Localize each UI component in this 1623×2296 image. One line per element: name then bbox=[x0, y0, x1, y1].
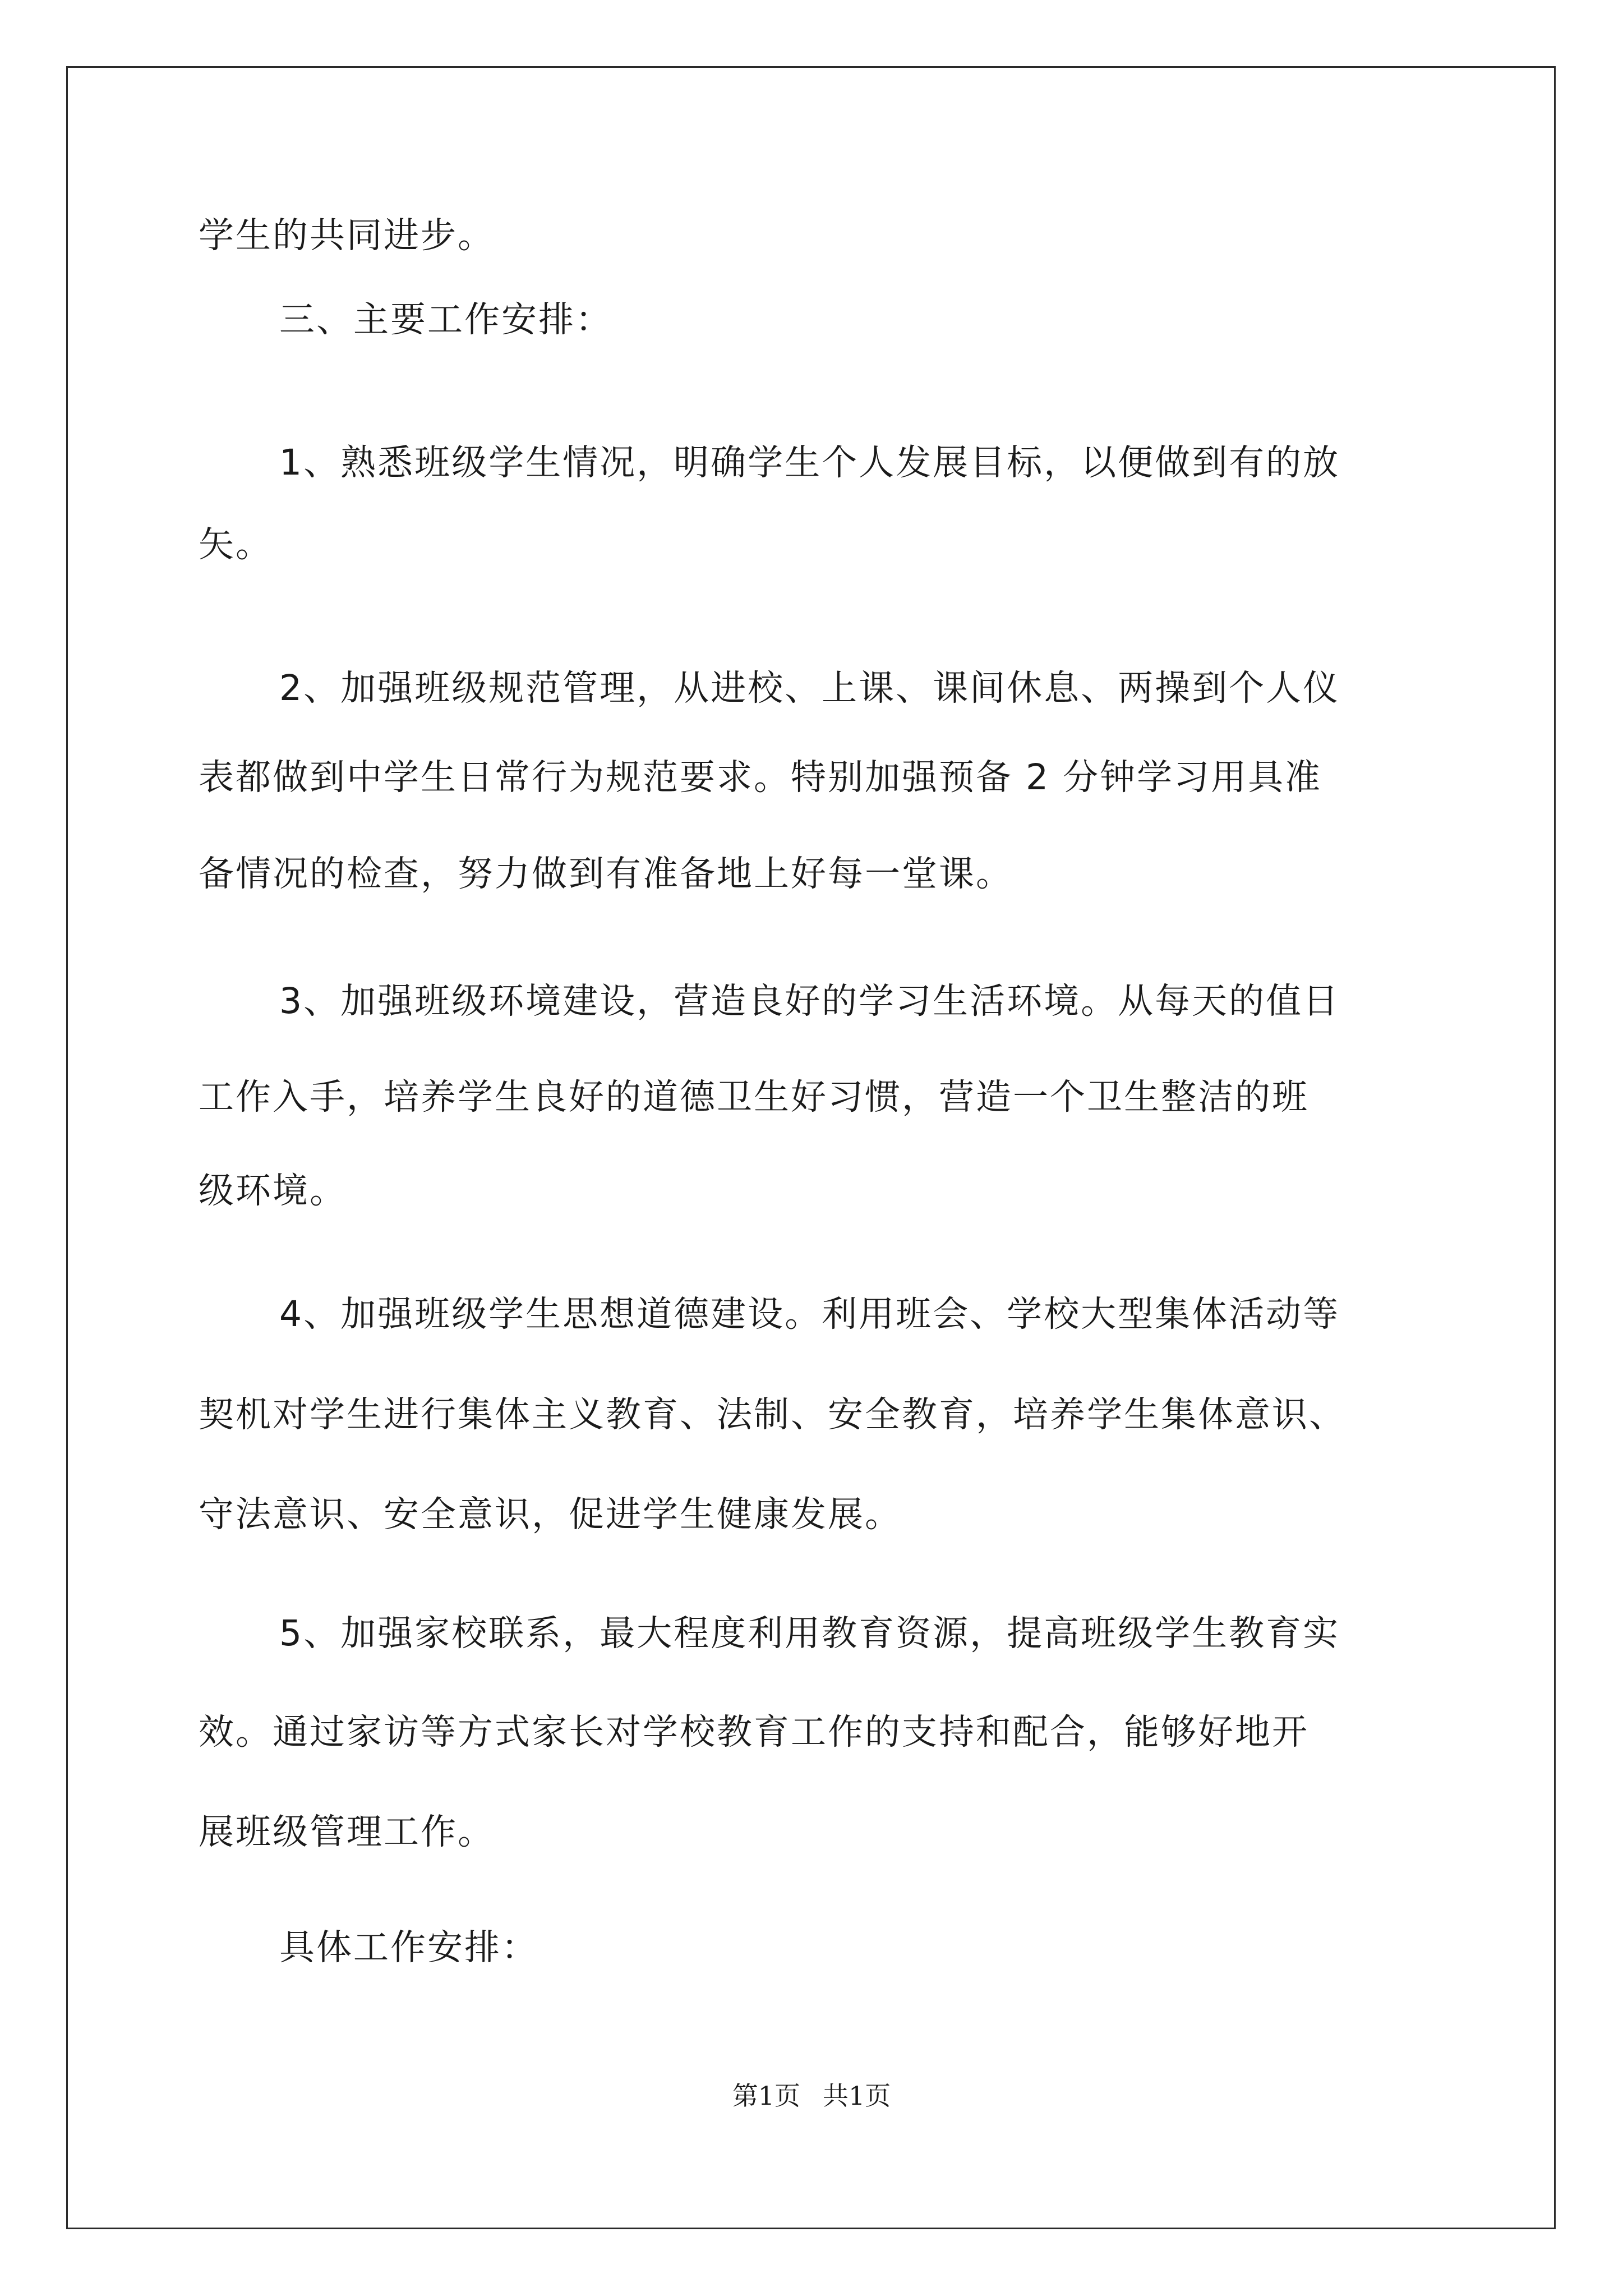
text-line: 表都做到中学生日常行为规范要求。特别加强预备 2 分钟学习用具准 bbox=[199, 757, 1322, 798]
list-item: 2、加强班级规范管理，从进校、上课、课间休息、两操到个人仪 bbox=[279, 668, 1340, 708]
text-line: 契机对学生进行集体主义教育、法制、安全教育，培养学生集体意识、 bbox=[199, 1394, 1346, 1435]
text-line: 守法意识、安全意识，促进学生健康发展。 bbox=[199, 1494, 902, 1535]
list-item: 1、熟悉班级学生情况，明确学生个人发展目标，以便做到有的放 bbox=[279, 442, 1340, 483]
page-border bbox=[66, 66, 1556, 2229]
page-footer bbox=[0, 2079, 1623, 2113]
text-line: 级环境。 bbox=[199, 1170, 347, 1211]
text-line: 展班级管理工作。 bbox=[199, 1811, 495, 1852]
section-heading: 具体工作安排： bbox=[279, 1927, 538, 1968]
text-line: 学生的共同进步。 bbox=[199, 215, 495, 256]
text-line: 备情况的检查，努力做到有准备地上好每一堂课。 bbox=[199, 853, 1013, 894]
list-item: 5、加强家校联系，最大程度利用教育资源，提高班级学生教育实 bbox=[279, 1613, 1340, 1654]
page-number-current: 第1页 bbox=[732, 2081, 800, 2111]
list-item: 4、加强班级学生思想道德建设。利用班会、学校大型集体活动等 bbox=[279, 1294, 1340, 1335]
list-item: 3、加强班级环境建设，营造良好的学习生活环境。从每天的值日 bbox=[279, 981, 1340, 1022]
text-line: 效。通过家访等方式家长对学校教育工作的支持和配合，能够好地开 bbox=[199, 1711, 1309, 1752]
section-heading: 三、主要工作安排： bbox=[279, 299, 612, 340]
page-number-total: 共1页 bbox=[823, 2081, 891, 2111]
text-line: 工作入手，培养学生良好的道德卫生好习惯，营造一个卫生整洁的班 bbox=[199, 1076, 1309, 1117]
text-line: 矢。 bbox=[199, 524, 273, 565]
